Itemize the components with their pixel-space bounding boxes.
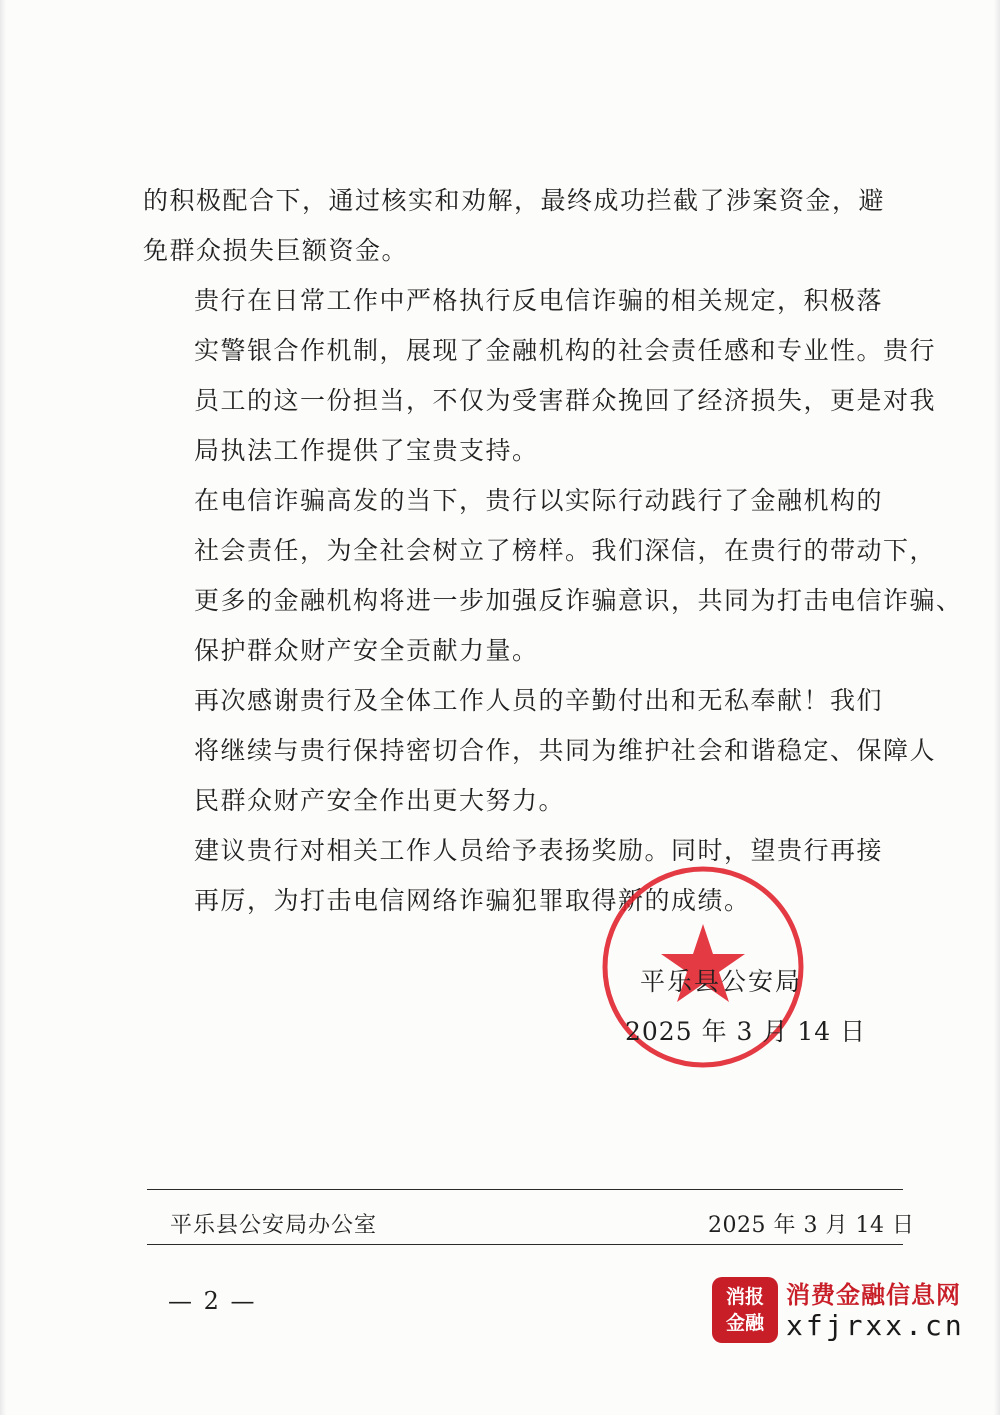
footer-rule-top (147, 1189, 903, 1190)
text-line: 建议贵行对相关工作人员给予表扬奖励。同时，望贵行再接 (194, 836, 884, 865)
footer-rule-bottom (147, 1244, 903, 1245)
watermark-badge-line1: 消报 (725, 1286, 764, 1308)
text-line: 在电信诈骗高发的当下，贵行以实际行动践行了金融机构的 (194, 486, 884, 515)
text-line: 社会责任，为全社会树立了榜样。我们深信，在贵行的带动下， (194, 536, 937, 565)
watermark-domain: xfjrxx.cn (786, 1309, 965, 1342)
watermark-badge-line2: 金融 (725, 1312, 764, 1334)
text-line: 贵行在日常工作中严格执行反电信诈骗的相关规定，积极落 (194, 286, 884, 315)
footer-issue-date: 2025 年 3 月 14 日 (708, 1213, 915, 1238)
page-number: — 2 — (168, 1287, 257, 1315)
letter-paragraph (143, 276, 937, 476)
watermark-title: 消费金融信息网 (786, 1281, 961, 1309)
text-line: 实警银合作机制，展现了金融机构的社会责任感和专业性。贵行 (194, 336, 937, 365)
text-line: 将继续与贵行保持密切合作，共同为维护社会和谐稳定、保障人 (194, 736, 937, 765)
text-line: 的积极配合下，通过核实和劝解，最终成功拦截了涉案资金，避 (143, 186, 886, 215)
text-line: 民群众财产安全作出更大努力。 (194, 786, 566, 815)
scan-edge-left (0, 0, 6, 1415)
text-line: 局执法工作提供了宝贵支持。 (194, 436, 539, 465)
text-line: 保护群众财产安全贡献力量。 (194, 636, 539, 665)
text-line: 免群众损失巨额资金。 (143, 236, 409, 265)
scan-edge-right (994, 0, 1000, 1415)
footer-issuing-office: 平乐县公安局办公室 (170, 1213, 378, 1238)
letter-body (143, 176, 963, 926)
letter-paragraph (143, 676, 937, 826)
text-line: 再厉，为打击电信网络诈骗犯罪取得新的成绩。 (194, 886, 751, 915)
text-line: 再次感谢贵行及全体工作人员的辛勤付出和无私奉献！我们 (194, 686, 884, 715)
signature-organization: 平乐县公安局 (640, 967, 803, 996)
letter-paragraph (143, 476, 963, 676)
text-line: 更多的金融机构将进一步加强反诈骗意识，共同为打击电信诈骗、 (194, 586, 963, 615)
watermark-logo-badge (712, 1277, 778, 1343)
site-watermark (712, 1275, 965, 1347)
text-line: 员工的这一份担当，不仅为受害群众挽回了经济损失，更是对我 (194, 386, 937, 415)
letter-paragraph (143, 176, 903, 276)
signature-date: 2025 年 3 月 14 日 (625, 1017, 867, 1046)
